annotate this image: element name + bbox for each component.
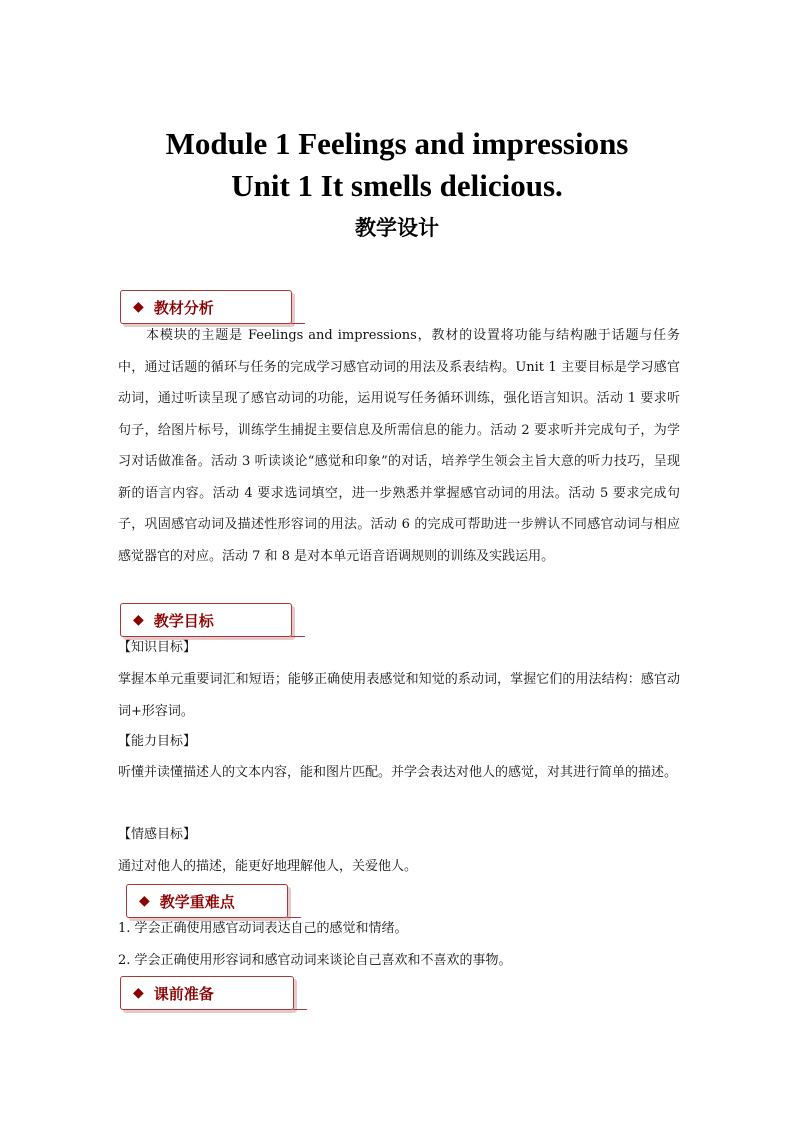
emotion-heading: 【情感目标】 (118, 827, 197, 842)
analysis-paragraph: 本模块的主题是 Feelings and impressions，教材的设置将功能与结构融于话题与任务中，通过话题的循环与任务的完成学习感官动词的用法及系表结构。Unit 1 主要目标是学习感官动词，通过听读呈现了感官动词的功能，运用说写任务循环训练，强化语言知识。活动 1 要求听句子，给图片标号，训练学生捕捉主要信息及所需信息的能力。活动 2 要求听并完成句子，为学习对话做准备。活动 3 听读谈论“感觉和印象”的对话，培养学生领会主旨大意的听力技巧，呈现新的语言内容。活动 4 要求选词填空，进一步熟悉并掌握感官动词的用法。活动 5 要求完成句子，巩固感官动词及描述性形容词的用法。活动 6 的完成可帮助进一步辨认不同感官动词与相应感觉器官的对应。活动 7 和 8 是对本单元语音语调规则的训练及实践运用。 (118, 328, 680, 564)
section-label: 课前准备 (153, 984, 214, 1003)
keypoint-item-2: 2. 学会正确使用形容词和感官动词来谈论自己喜欢和不喜欢的事物。 (118, 953, 512, 968)
keypoint-item-1: 1. 学会正确使用感官动词表达自己的感觉和情绪。 (118, 921, 408, 936)
module-title: Module 1 Feelings and impressions (165, 126, 629, 161)
section-tag-objectives (120, 603, 292, 637)
unit-title: Unit 1 It smells delicious. (231, 168, 563, 203)
diamond-icon: ◆ (139, 893, 150, 909)
knowledge-heading: 【知识目标】 (118, 640, 197, 655)
ability-text: 听懂并读懂描述人的文本内容，能和图片匹配。并学会表达对他人的感觉，对其进行简单的描述。 (118, 765, 678, 780)
document-subtitle: 教学设计 (355, 215, 439, 240)
section-tag-analysis (120, 290, 292, 324)
section-label: 教材分析 (153, 298, 214, 317)
ability-heading: 【能力目标】 (118, 734, 197, 749)
emotion-text: 通过对他人的描述，能更好地理解他人，关爱他人。 (118, 859, 418, 874)
diamond-icon: ◆ (133, 612, 144, 628)
section-label: 教学目标 (153, 611, 214, 630)
diamond-icon: ◆ (133, 299, 144, 315)
knowledge-text: 掌握本单元重要词汇和短语；能够正确使用表感觉和知觉的系动词，掌握它们的用法结构：感官动词+形容词。 (118, 672, 680, 719)
section-tag-preparation (120, 976, 294, 1010)
diamond-icon: ◆ (133, 985, 144, 1001)
section-tag-keypoints (126, 884, 288, 918)
section-label: 教学重难点 (159, 892, 235, 911)
